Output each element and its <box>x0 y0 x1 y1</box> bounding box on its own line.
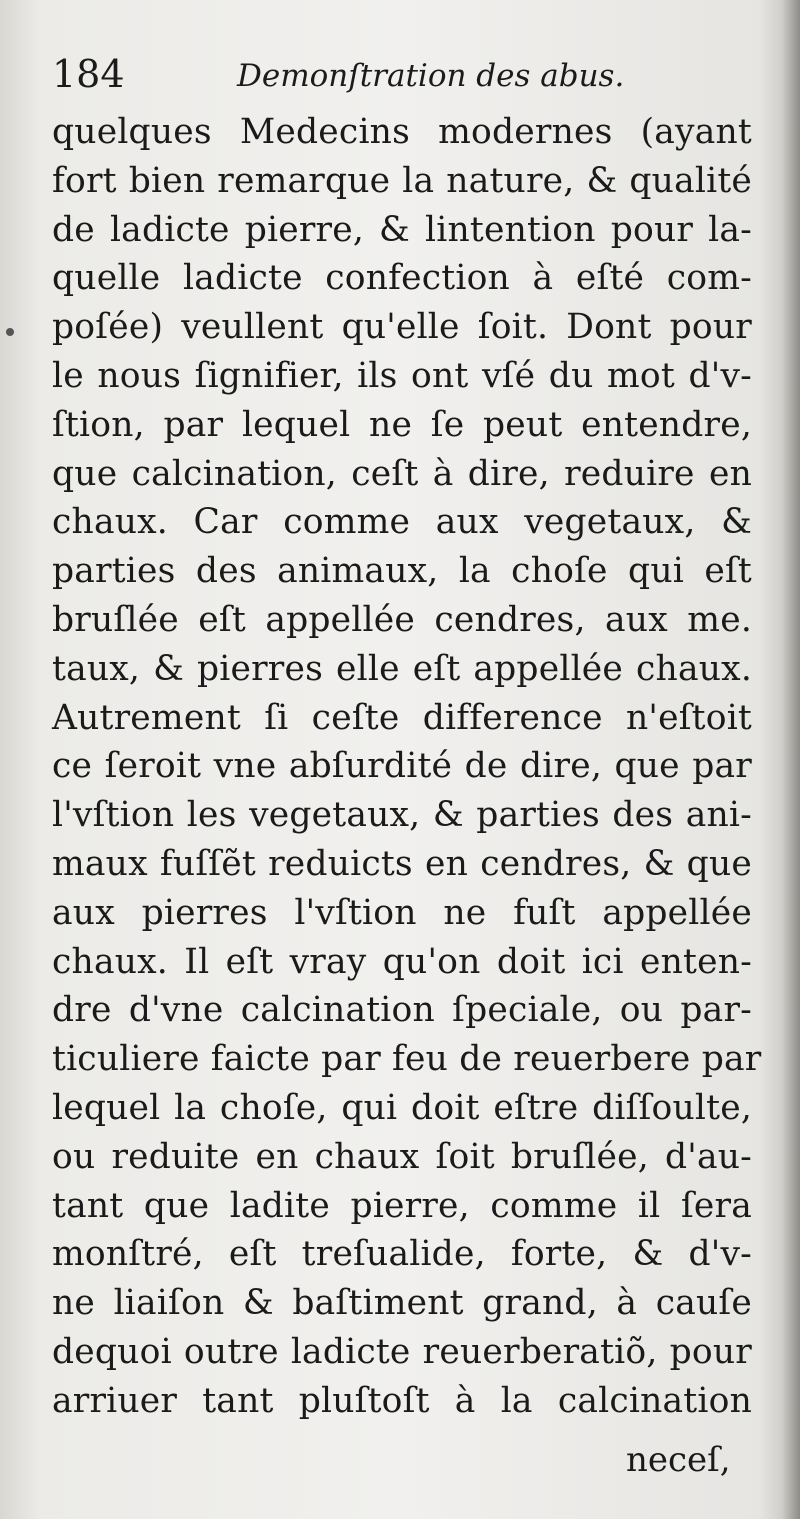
running-head: Demonſtration des abus. <box>237 58 625 94</box>
text-line: dre d'vne calcination ſpeciale, ou par- <box>52 990 752 1031</box>
text-line: ne liaiſon & baſtiment grand, à cauſe <box>52 1283 752 1324</box>
text-line: taux, & pierres elle eſt appellée chaux. <box>52 648 752 689</box>
text-line: le nous ſignifier, ils ont vſé du mot d'v- <box>52 355 752 396</box>
text-line: Autrement ſi ceſte difference n'eſtoit <box>52 697 752 738</box>
text-line: ce ſeroit vne abſurdité de dire, que par <box>52 746 752 787</box>
text-line: chaux. Il eſt vray qu'on doit ici enten- <box>52 941 752 982</box>
text-line: maux fuſſẽt reduicts en cendres, & que <box>52 843 752 884</box>
page-header <box>52 50 752 100</box>
text-line: ticuliere faicte par feu de reuerbere par <box>52 1039 762 1080</box>
text-line: dequoi outre ladicte reuerberatiõ, pour <box>52 1331 752 1372</box>
text-line: parties des animaux, la choſe qui eſt <box>52 551 752 592</box>
body-text <box>52 108 762 1426</box>
page-number: 184 <box>52 52 125 96</box>
text-line: poſée) veullent qu'elle ſoit. Dont pour <box>52 307 752 348</box>
page-edge-shadow <box>782 0 800 1519</box>
text-line: fort bien remarque la nature, & qualité <box>52 160 752 201</box>
text-line: arriuer tant pluſtoſt à la calcination <box>52 1380 752 1421</box>
catchword: neceſ, <box>626 1440 731 1480</box>
text-line: bruſlée eſt appellée cendres, aux me. <box>52 599 752 640</box>
text-line: ou reduite en chaux ſoit bruſlée, d'au- <box>52 1136 752 1177</box>
text-line: de ladicte pierre, & lintention pour la- <box>52 209 752 250</box>
text-line: quelle ladicte confection à eſté com- <box>52 258 752 299</box>
text-line: quelques Medecins modernes (ayant <box>52 112 752 152</box>
text-line: monſtré, eſt treſualide, forte, & d'v- <box>52 1234 752 1275</box>
text-line: lequel la choſe, qui doit eſtre diſſoulte, <box>52 1087 752 1128</box>
ink-speck <box>6 328 14 336</box>
text-line: ſtion, par lequel ne ſe peut entendre, <box>52 404 752 445</box>
text-line: que calcination, ceſt à dire, reduire en <box>52 453 752 494</box>
text-line: tant que ladite pierre, comme il ſera <box>52 1185 752 1226</box>
text-line: aux pierres l'vſtion ne fuſt appellée <box>52 892 752 933</box>
text-line: l'vſtion les vegetaux, & parties des ani- <box>52 795 752 836</box>
text-line: chaux. Car comme aux vegetaux, & <box>52 502 752 543</box>
